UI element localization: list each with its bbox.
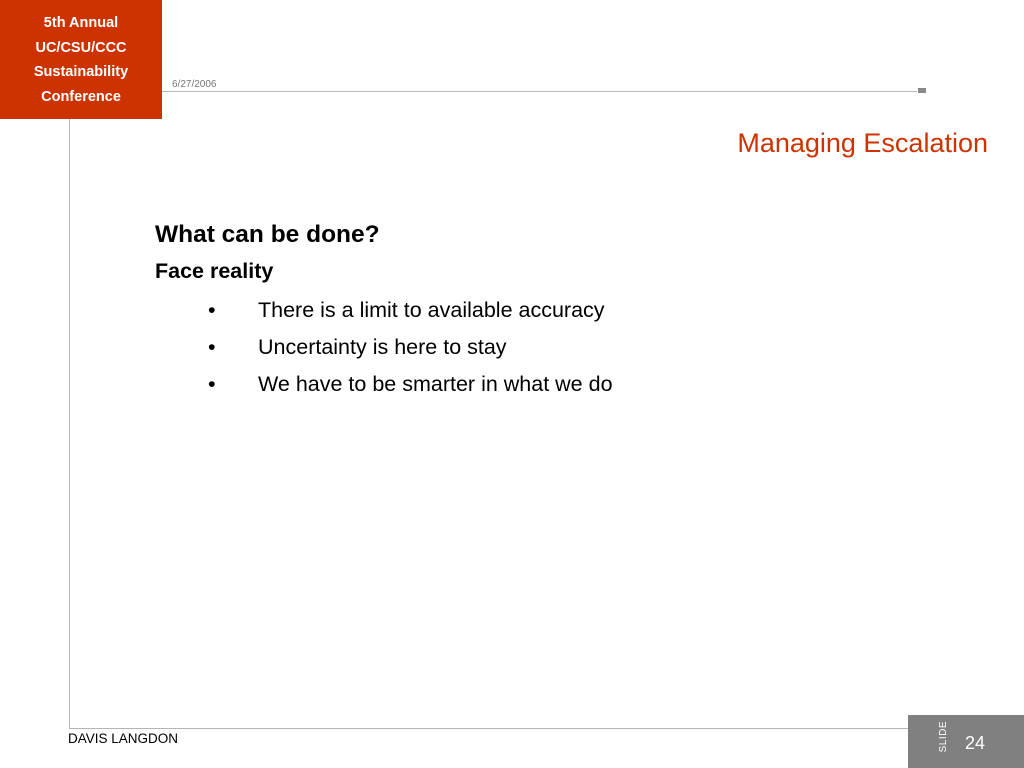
bullet-text: We have to be smarter in what we do bbox=[258, 372, 613, 396]
conference-line-3: Sustainability bbox=[33, 64, 129, 80]
conference-line-4: Conference bbox=[41, 88, 121, 105]
slide-number-box bbox=[908, 715, 1024, 768]
bottom-divider bbox=[69, 728, 908, 729]
slide-body bbox=[155, 219, 935, 403]
left-divider bbox=[69, 119, 70, 728]
conference-line-2: UC/CSU/CCC bbox=[35, 39, 127, 56]
top-divider bbox=[162, 91, 917, 92]
slide-title: Managing Escalation bbox=[737, 128, 988, 158]
bullet-dot: • bbox=[208, 335, 216, 359]
bullet-item bbox=[155, 366, 935, 403]
bullet-item bbox=[155, 329, 935, 366]
bullet-list bbox=[155, 292, 935, 403]
slide-date: 6/27/2006 bbox=[172, 79, 217, 90]
bullet-dot: • bbox=[208, 298, 216, 322]
bullet-dot: • bbox=[208, 372, 216, 396]
bullet-text: Uncertainty is here to stay bbox=[258, 335, 507, 359]
slide-label: SLIDE bbox=[938, 721, 949, 753]
bullet-item bbox=[155, 292, 935, 329]
body-subheading: Face reality bbox=[155, 259, 274, 283]
conference-logo-box bbox=[0, 0, 162, 119]
conference-line-1: 5th Annual bbox=[43, 15, 119, 31]
top-divider-marker bbox=[918, 88, 926, 93]
bullet-text: There is a limit to available accuracy bbox=[258, 298, 605, 322]
slide-number: 24 bbox=[965, 733, 986, 753]
company-name: DAVIS LANGDON bbox=[68, 731, 179, 746]
body-heading: What can be done? bbox=[155, 221, 380, 248]
